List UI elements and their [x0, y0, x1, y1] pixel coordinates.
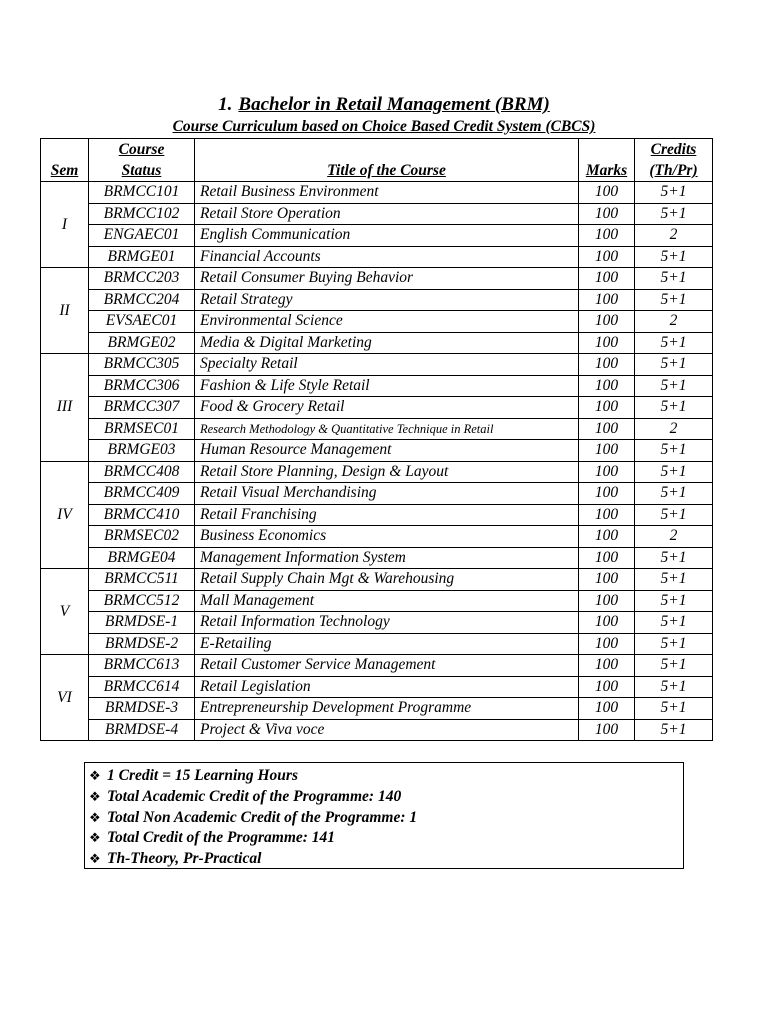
credits-cell: 5+1: [635, 569, 713, 591]
course-title-cell-text: Project & Viva voce: [200, 720, 325, 738]
course-title-cell-text: Retail Information Technology: [200, 613, 390, 631]
marks-cell: 100: [579, 526, 635, 548]
course-title-cell: [195, 547, 579, 569]
course-code-cell: BRMCC511: [89, 569, 195, 591]
marks-cell: 100: [579, 655, 635, 677]
course-code-cell: BRMCC305: [89, 354, 195, 376]
marks-cell: 100: [579, 289, 635, 311]
diamond-bullet-icon: ❖: [89, 851, 101, 867]
marks-cell: 100: [579, 461, 635, 483]
table-row: [41, 397, 713, 419]
table-row: [41, 569, 713, 591]
course-title-cell: [195, 461, 579, 483]
course-title-cell-text: Research Methodology & Quantitative Technique in Retail: [200, 421, 494, 436]
header-title: Title of the Course: [195, 139, 579, 182]
marks-cell: 100: [579, 440, 635, 462]
table-header: [41, 139, 713, 182]
document-title: [0, 94, 768, 116]
credits-cell: 5+1: [635, 268, 713, 290]
table-row: [41, 612, 713, 634]
course-code-cell: BRMCC102: [89, 203, 195, 225]
course-title-cell: [195, 203, 579, 225]
note-item: [89, 766, 683, 787]
course-title-cell: [195, 418, 579, 440]
table-row: [41, 311, 713, 333]
course-title-cell: [195, 440, 579, 462]
programme-title: Bachelor in Retail Management (BRM): [238, 94, 550, 115]
course-title-cell-text: Food & Grocery Retail: [200, 398, 345, 416]
course-code-cell: BRMCC512: [89, 590, 195, 612]
course-code-cell: ENGAEC01: [89, 225, 195, 247]
credits-cell: 2: [635, 526, 713, 548]
semester-cell: VI: [41, 655, 89, 741]
table-row: [41, 182, 713, 204]
credits-cell: 5+1: [635, 547, 713, 569]
table-row: [41, 483, 713, 505]
credits-cell: 2: [635, 311, 713, 333]
course-title-cell: [195, 633, 579, 655]
table-row: [41, 676, 713, 698]
course-title-cell-text: Retail Supply Chain Mgt & Warehousing: [200, 570, 455, 588]
course-code-cell: BRMGE03: [89, 440, 195, 462]
marks-cell: 100: [579, 590, 635, 612]
credits-cell: 5+1: [635, 612, 713, 634]
marks-cell: 100: [579, 504, 635, 526]
marks-cell: 100: [579, 311, 635, 333]
table-row: [41, 590, 713, 612]
credits-cell: 5+1: [635, 483, 713, 505]
course-code-cell: BRMCC410: [89, 504, 195, 526]
semester-cell: I: [41, 182, 89, 268]
course-code-cell: BRMGE01: [89, 246, 195, 268]
course-code-cell: BRMSEC01: [89, 418, 195, 440]
table-row: [41, 633, 713, 655]
table-row: [41, 203, 713, 225]
credits-cell: 5+1: [635, 203, 713, 225]
credits-cell: 2: [635, 225, 713, 247]
course-title-cell-text: E-Retailing: [200, 634, 272, 652]
course-title-cell: [195, 182, 579, 204]
note-text: Th-Theory, Pr-Practical: [107, 850, 262, 868]
table-body: [41, 182, 713, 741]
notes-box: [84, 762, 684, 869]
semester-cell: II: [41, 268, 89, 354]
course-code-cell: BRMDSE-3: [89, 698, 195, 720]
table-row: [41, 375, 713, 397]
header-credits: Credits (Th/Pr): [635, 139, 713, 182]
note-item: [89, 828, 683, 849]
credits-cell: 5+1: [635, 461, 713, 483]
document-subtitle: Course Curriculum based on Choice Based Credit System (CBCS): [172, 118, 596, 135]
credits-cell: 5+1: [635, 246, 713, 268]
course-code-cell: BRMCC307: [89, 397, 195, 419]
course-title-cell: [195, 289, 579, 311]
credits-cell: 5+1: [635, 719, 713, 741]
course-title-cell: [195, 311, 579, 333]
note-text: Total Non Academic Credit of the Programme: 1: [107, 808, 418, 826]
table-row: [41, 332, 713, 354]
course-title-cell-text: Human Resource Management: [200, 441, 392, 459]
credits-cell: 5+1: [635, 332, 713, 354]
course-title-cell-text: Specialty Retail: [200, 355, 298, 373]
course-title-cell-text: Retail Consumer Buying Behavior: [200, 269, 414, 287]
course-code-cell: BRMCC204: [89, 289, 195, 311]
note-text: Total Academic Credit of the Programme: 140: [107, 787, 402, 805]
course-title-cell-text: Retail Visual Merchandising: [200, 484, 377, 502]
course-title-cell-text: Fashion & Life Style Retail: [200, 376, 370, 394]
course-title-cell-text: English Communication: [200, 226, 351, 244]
marks-cell: 100: [579, 225, 635, 247]
course-title-cell: [195, 504, 579, 526]
marks-cell: 100: [579, 332, 635, 354]
marks-cell: 100: [579, 547, 635, 569]
table-row: [41, 719, 713, 741]
table-row: [41, 526, 713, 548]
course-title-cell-text: Entrepreneurship Development Programme: [200, 699, 472, 717]
diamond-bullet-icon: ❖: [89, 830, 101, 846]
course-title-cell-text: Media & Digital Marketing: [200, 333, 372, 351]
table-row: [41, 440, 713, 462]
marks-cell: 100: [579, 397, 635, 419]
marks-cell: 100: [579, 375, 635, 397]
credits-cell: 5+1: [635, 698, 713, 720]
course-title-cell: [195, 719, 579, 741]
note-text: 1 Credit = 15 Learning Hours: [107, 767, 298, 784]
diamond-bullet-icon: ❖: [89, 809, 101, 825]
credits-cell: 5+1: [635, 655, 713, 677]
credits-cell: 5+1: [635, 440, 713, 462]
course-title-cell: [195, 483, 579, 505]
course-code-cell: BRMCC101: [89, 182, 195, 204]
note-item: [89, 787, 683, 808]
note-text: Total Credit of the Programme: 141: [107, 829, 336, 847]
semester-cell: V: [41, 569, 89, 655]
credits-cell: 5+1: [635, 354, 713, 376]
credits-cell: 5+1: [635, 590, 713, 612]
course-title-cell: [195, 375, 579, 397]
diamond-bullet-icon: ❖: [89, 768, 101, 783]
marks-cell: 100: [579, 698, 635, 720]
table-row: [41, 547, 713, 569]
marks-cell: 100: [579, 246, 635, 268]
course-title-cell-text: Retail Customer Service Management: [200, 656, 436, 674]
marks-cell: 100: [579, 354, 635, 376]
semester-cell: III: [41, 354, 89, 462]
table-row: [41, 655, 713, 677]
course-title-cell: [195, 590, 579, 612]
course-code-cell: BRMGE04: [89, 547, 195, 569]
table-row: [41, 225, 713, 247]
credits-cell: 2: [635, 418, 713, 440]
table-row: [41, 504, 713, 526]
course-code-cell: BRMCC614: [89, 676, 195, 698]
table-row: [41, 354, 713, 376]
credits-cell: 5+1: [635, 676, 713, 698]
marks-cell: 100: [579, 676, 635, 698]
course-code-cell: BRMGE02: [89, 332, 195, 354]
course-title-cell-text: Retail Franchising: [200, 505, 317, 523]
course-title-cell-text: Management Information System: [200, 548, 406, 566]
marks-cell: 100: [579, 418, 635, 440]
course-title-cell-text: Retail Strategy: [200, 290, 293, 308]
course-title-cell: [195, 225, 579, 247]
course-title-cell: [195, 268, 579, 290]
table-row: [41, 698, 713, 720]
course-code-cell: BRMSEC02: [89, 526, 195, 548]
header-course-status: Course Status: [89, 139, 195, 182]
course-code-cell: BRMDSE-1: [89, 612, 195, 634]
table-row: [41, 289, 713, 311]
marks-cell: 100: [579, 182, 635, 204]
credits-cell: 5+1: [635, 182, 713, 204]
note-item: [89, 808, 683, 829]
course-title-cell-text: Retail Legislation: [200, 677, 311, 695]
course-code-cell: BRMCC408: [89, 461, 195, 483]
marks-cell: 100: [579, 719, 635, 741]
table-row: [41, 268, 713, 290]
course-code-cell: BRMCC203: [89, 268, 195, 290]
semester-cell: IV: [41, 461, 89, 569]
course-title-cell: [195, 569, 579, 591]
course-code-cell: BRMCC409: [89, 483, 195, 505]
course-title-cell-text: Business Economics: [200, 527, 327, 545]
course-code-cell: BRMDSE-4: [89, 719, 195, 741]
header-marks: Marks: [579, 139, 635, 182]
course-title-cell: [195, 698, 579, 720]
course-title-cell: [195, 655, 579, 677]
course-title-cell-text: Retail Store Operation: [200, 204, 341, 222]
credits-cell: 5+1: [635, 375, 713, 397]
course-title-cell-text: Financial Accounts: [200, 247, 321, 265]
course-code-cell: BRMCC306: [89, 375, 195, 397]
header-sem: Sem: [41, 139, 89, 182]
course-title-cell-text: Retail Store Planning, Design & Layout: [200, 462, 449, 480]
marks-cell: 100: [579, 612, 635, 634]
table-row: [41, 418, 713, 440]
marks-cell: 100: [579, 569, 635, 591]
course-code-cell: EVSAEC01: [89, 311, 195, 333]
marks-cell: 100: [579, 483, 635, 505]
credits-cell: 5+1: [635, 289, 713, 311]
course-title-cell-text: Environmental Science: [200, 312, 343, 330]
credits-cell: 5+1: [635, 504, 713, 526]
note-item: [89, 849, 683, 870]
course-title-cell: [195, 526, 579, 548]
credits-cell: 5+1: [635, 397, 713, 419]
course-title-cell: [195, 397, 579, 419]
course-title-cell: [195, 332, 579, 354]
marks-cell: 100: [579, 268, 635, 290]
curriculum-table: [40, 138, 713, 741]
table-row: [41, 461, 713, 483]
course-title-cell: [195, 354, 579, 376]
course-title-cell: [195, 612, 579, 634]
course-title-cell-text: Retail Business Environment: [200, 183, 379, 201]
marks-cell: 100: [579, 203, 635, 225]
course-title-cell: [195, 676, 579, 698]
course-title-cell: [195, 246, 579, 268]
marks-cell: 100: [579, 633, 635, 655]
course-code-cell: BRMCC613: [89, 655, 195, 677]
course-title-cell-text: Mall Management: [200, 591, 315, 609]
diamond-bullet-icon: ❖: [89, 788, 101, 804]
section-number: 1.: [218, 94, 233, 115]
course-code-cell: BRMDSE-2: [89, 633, 195, 655]
table-row: [41, 246, 713, 268]
credits-cell: 5+1: [635, 633, 713, 655]
